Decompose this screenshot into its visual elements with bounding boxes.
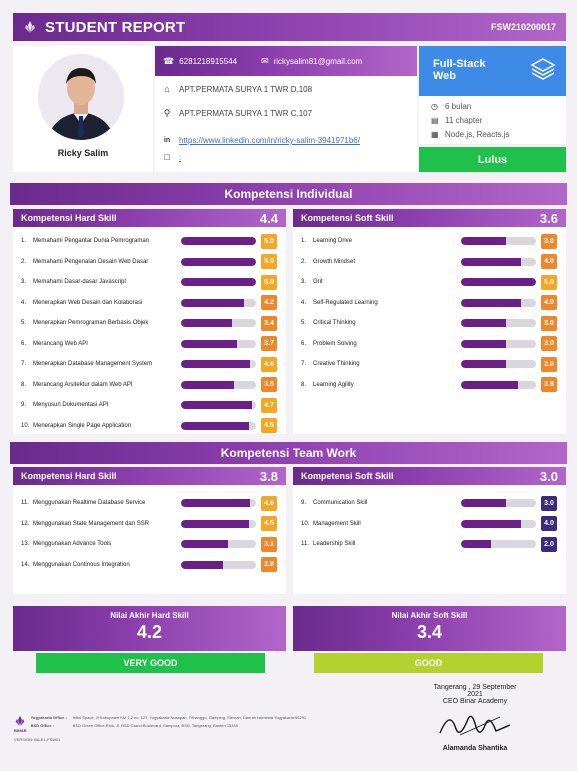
skill-number: 2. bbox=[301, 258, 307, 265]
portfolio-row bbox=[161, 152, 181, 162]
skill-score: 4.2 bbox=[261, 295, 277, 310]
skill-progress-bar bbox=[461, 340, 536, 348]
skill-label: Merancang Web API bbox=[33, 340, 88, 347]
avatar bbox=[38, 54, 124, 140]
panel-team-soft bbox=[293, 467, 566, 594]
skill-progress-fill bbox=[461, 499, 506, 507]
skill-number: 10. bbox=[301, 520, 310, 527]
skill-number: 7. bbox=[21, 361, 27, 367]
student-name: Ricky Salim bbox=[57, 148, 109, 158]
skill-number: 1. bbox=[21, 238, 27, 244]
phone-icon: ☎ bbox=[163, 55, 175, 66]
skill-row bbox=[13, 555, 286, 575]
skill-progress-bar bbox=[461, 299, 536, 307]
profile-card bbox=[13, 46, 153, 172]
skill-progress-fill bbox=[181, 258, 256, 266]
panel-individual-soft bbox=[293, 209, 566, 434]
skill-progress-bar bbox=[181, 340, 256, 348]
skill-progress-bar bbox=[181, 520, 256, 528]
skill-number: 1. bbox=[301, 238, 307, 244]
panel-head: Kompetensi Hard Skill 4.4 bbox=[13, 209, 286, 227]
skill-score: 3.0 bbox=[541, 234, 557, 249]
skill-progress-bar bbox=[181, 360, 256, 368]
skill-label: Creative Thinking bbox=[313, 361, 360, 367]
skill-number: 5. bbox=[21, 320, 27, 326]
report-header bbox=[13, 13, 566, 41]
skill-label: Menyusun Dokumentasi API bbox=[33, 402, 109, 408]
skill-row bbox=[13, 252, 286, 272]
skill-label: Management Skill bbox=[313, 520, 361, 527]
skill-score: 3.4 bbox=[261, 316, 277, 331]
skill-label: Communication Skill bbox=[313, 500, 368, 506]
skill-progress-fill bbox=[181, 561, 223, 569]
skill-progress-bar bbox=[461, 520, 536, 528]
signer-name: Alamanda Shantika bbox=[442, 745, 508, 752]
skill-progress-bar bbox=[461, 278, 536, 286]
portfolio-link[interactable]: : bbox=[179, 152, 182, 162]
linkedin-row bbox=[161, 136, 360, 145]
duration-row: ◷ 6 bulan bbox=[431, 101, 472, 111]
version: VERSION: BA-EL-FSW01 bbox=[14, 737, 61, 742]
skill-number: 3. bbox=[21, 279, 27, 285]
skill-label: Growth Mindset bbox=[313, 258, 356, 265]
skill-progress-bar bbox=[461, 381, 536, 389]
panel-head: Kompetensi Soft Skill 3.6 bbox=[293, 209, 566, 227]
skill-progress-fill bbox=[181, 278, 256, 286]
skill-progress-bar bbox=[181, 561, 256, 569]
chapter-row: ▤ 11 chapter bbox=[431, 115, 483, 125]
skill-score: 5.0 bbox=[261, 275, 277, 290]
skill-number: 3. bbox=[301, 279, 307, 285]
page-title: STUDENT REPORT bbox=[45, 18, 186, 36]
skill-number: 5. bbox=[301, 320, 307, 326]
skill-progress-fill bbox=[461, 520, 521, 528]
skill-score: 4.0 bbox=[541, 254, 557, 269]
skill-score: 3.0 bbox=[541, 496, 557, 511]
panel-head: Kompetensi Soft Skill 3.0 bbox=[293, 467, 566, 485]
skill-progress-fill bbox=[181, 540, 228, 548]
skill-row bbox=[13, 272, 286, 292]
skill-progress-fill bbox=[181, 499, 250, 507]
skill-progress-bar bbox=[181, 381, 256, 389]
binar-logo-icon bbox=[23, 20, 37, 34]
location-pin-icon: ⚲ bbox=[163, 108, 171, 118]
skill-progress-bar bbox=[181, 258, 256, 266]
skill-progress-bar bbox=[461, 499, 536, 507]
skill-row bbox=[13, 231, 286, 251]
skill-score: 3.8 bbox=[541, 377, 557, 392]
skill-score: 3.7 bbox=[261, 336, 277, 351]
document-icon: ▦ bbox=[431, 129, 439, 139]
book-icon: ▤ bbox=[431, 115, 439, 125]
skill-number: 4. bbox=[21, 299, 27, 306]
footer-logo: BINAR bbox=[14, 715, 27, 733]
skill-label: Learning Drive bbox=[313, 238, 353, 244]
skill-progress-fill bbox=[461, 319, 506, 327]
skill-progress-fill bbox=[461, 258, 521, 266]
skill-label: Menerapkan Single Page Application bbox=[33, 422, 132, 429]
skill-row bbox=[13, 293, 286, 313]
contact-bar bbox=[155, 46, 417, 76]
skill-score: 5.0 bbox=[261, 234, 277, 249]
skill-progress-bar bbox=[181, 278, 256, 286]
skill-label: Merancang Arsitektur dalam Web API bbox=[33, 381, 133, 388]
skill-number: 2. bbox=[21, 258, 27, 265]
skill-number: 13. bbox=[21, 541, 30, 547]
skill-row bbox=[13, 354, 286, 374]
skill-number: 9. bbox=[21, 402, 27, 408]
skill-progress-bar bbox=[181, 499, 256, 507]
skill-row bbox=[13, 313, 286, 333]
contact-card bbox=[155, 46, 417, 172]
skill-label: Memahami Dasar-dasar Javascript bbox=[33, 279, 127, 285]
skill-row bbox=[13, 514, 286, 534]
skill-row bbox=[293, 293, 566, 313]
skill-row bbox=[293, 375, 566, 395]
panel-score: 3.6 bbox=[539, 210, 558, 226]
skill-number: 4. bbox=[301, 299, 307, 306]
skill-label: Self-Regulated Learning bbox=[313, 299, 378, 306]
linkedin-icon: in bbox=[163, 137, 171, 144]
skill-row bbox=[13, 375, 286, 395]
status-badge: Lulus bbox=[419, 147, 566, 172]
address-row-1 bbox=[161, 84, 312, 94]
skill-row bbox=[13, 534, 286, 554]
section-team: Kompetensi Team Work bbox=[10, 442, 567, 464]
skill-label: Memahami Pengantar Dunia Pemrograman bbox=[33, 238, 150, 244]
footer-offices: BINAR Yogyakarta Office : Infini Space, Jl Kabupaten KM 1,2 no. 127, Yogyakarta Nusapan, Trihanggo, Gamping, Sleman, Daerah Istimewa Yogyakarta 55291 BSD Office : BSD Green Office Park, Jl. BSD Grand Boulevard, Sampora, BSD, Tangerang, Banten 15345 VERSION: BA-EL-FSW01 bbox=[14, 715, 314, 742]
final-soft-card: Nilai Akhir Soft Skill 3.4 bbox=[293, 606, 566, 651]
skill-label: Critical Thinking bbox=[313, 320, 356, 326]
skill-progress-fill bbox=[181, 299, 244, 307]
skill-progress-fill bbox=[181, 401, 252, 409]
skill-progress-bar bbox=[461, 360, 536, 368]
skill-label: Problem Solving bbox=[313, 340, 357, 347]
skill-row bbox=[293, 231, 566, 251]
program-title: Full-Stack Web bbox=[433, 58, 486, 82]
skill-score: 3.0 bbox=[541, 357, 557, 372]
skill-label: Menggunakan Continous Integration bbox=[33, 561, 130, 568]
skill-number: 8. bbox=[301, 381, 307, 388]
panel-score: 3.0 bbox=[539, 468, 558, 484]
skill-row bbox=[13, 416, 286, 436]
skill-number: 6. bbox=[301, 340, 307, 347]
layers-icon bbox=[530, 56, 556, 82]
skill-progress-bar bbox=[181, 540, 256, 548]
clock-icon: ◷ bbox=[431, 101, 438, 111]
skill-progress-bar bbox=[461, 258, 536, 266]
skill-label: Menerapkan Pemrograman Berbasis Objek bbox=[33, 320, 149, 326]
skill-label: Leadership Skill bbox=[313, 541, 356, 547]
phone-number: 6281218915544 bbox=[179, 56, 238, 66]
skill-score: 3.5 bbox=[261, 377, 277, 392]
skill-score: 4.0 bbox=[541, 516, 557, 531]
skill-row bbox=[293, 313, 566, 333]
skill-number: 9. bbox=[301, 500, 307, 506]
skill-progress-bar bbox=[461, 319, 536, 327]
skill-score: 5.0 bbox=[541, 275, 557, 290]
panel-individual-hard bbox=[13, 209, 286, 434]
hard-grade-badge: VERY GOOD bbox=[36, 653, 265, 673]
skill-number: 14. bbox=[21, 561, 30, 568]
address-1: APT.PERMATA SURYA 1 TWR D.108 bbox=[179, 84, 313, 94]
panel-score: 3.8 bbox=[259, 468, 278, 484]
skill-score: 2.0 bbox=[541, 537, 557, 552]
skill-progress-fill bbox=[181, 422, 249, 430]
skill-row bbox=[293, 493, 566, 513]
section-individual: Kompetensi Individual bbox=[10, 183, 567, 205]
program-card bbox=[419, 46, 566, 96]
skill-progress-bar bbox=[181, 422, 256, 430]
skill-number: 8. bbox=[21, 381, 27, 388]
binar-logo-icon bbox=[14, 715, 26, 727]
skill-number: 7. bbox=[301, 361, 307, 367]
skill-number: 12. bbox=[21, 520, 30, 527]
skill-number: 11. bbox=[301, 541, 309, 547]
skill-row bbox=[293, 534, 566, 554]
address-2: APT.PERMATA SURYA 1 TWR C.107 bbox=[179, 109, 313, 118]
skill-progress-fill bbox=[181, 360, 250, 368]
skill-number: 6. bbox=[21, 340, 27, 347]
skill-progress-bar bbox=[181, 237, 256, 245]
skill-progress-fill bbox=[461, 278, 536, 286]
skill-row bbox=[13, 395, 286, 415]
final-soft-value: 3.4 bbox=[416, 622, 443, 642]
skill-score: 3.0 bbox=[541, 316, 557, 331]
email-address: rickysalim81@gmail.com bbox=[273, 56, 363, 66]
tech-row: ▦ Node.js, Reacts.js bbox=[431, 129, 510, 139]
skill-progress-fill bbox=[181, 381, 234, 389]
skill-row bbox=[293, 354, 566, 374]
student-code: FSW210200017 bbox=[490, 22, 556, 32]
linkedin-link[interactable]: https://www.linkedin.com/in/ricky-salim-3941971b6/ bbox=[179, 136, 360, 145]
skill-row bbox=[13, 493, 286, 513]
skill-number: 11. bbox=[21, 500, 29, 506]
panel-head: Kompetensi Hard Skill 3.8 bbox=[13, 467, 286, 485]
skill-score: 3.0 bbox=[541, 336, 557, 351]
signature-image bbox=[430, 705, 520, 743]
skill-progress-bar bbox=[181, 319, 256, 327]
program-info bbox=[419, 96, 566, 144]
skill-progress-fill bbox=[181, 340, 237, 348]
skill-number: 10. bbox=[21, 422, 30, 429]
skill-row bbox=[293, 514, 566, 534]
skill-score: 4.7 bbox=[261, 398, 277, 413]
skill-label: Learning Agility bbox=[313, 381, 354, 388]
home-icon: ⌂ bbox=[164, 84, 170, 94]
skill-score: 2.8 bbox=[261, 557, 277, 572]
skill-label: Menggunakan Realtime Database Service bbox=[33, 500, 146, 506]
skill-progress-fill bbox=[181, 520, 249, 528]
signature-block: Tangerang , 29 September 2021 CEO Binar Academy Alamanda Shantika bbox=[400, 684, 550, 752]
skill-row bbox=[293, 334, 566, 354]
soft-grade-badge: GOOD bbox=[314, 653, 543, 673]
skill-progress-fill bbox=[181, 319, 232, 327]
skill-label: Menerapkan Web Desain dan Kolaborasi bbox=[33, 299, 143, 306]
skill-progress-bar bbox=[461, 540, 536, 548]
skill-progress-fill bbox=[461, 299, 521, 307]
skill-score: 4.5 bbox=[261, 516, 277, 531]
panel-score: 4.4 bbox=[259, 210, 278, 226]
skill-row bbox=[13, 334, 286, 354]
skill-row bbox=[293, 272, 566, 292]
skill-label: Menggunakan Advance Tools bbox=[33, 541, 112, 547]
skill-label: Menggunakan State Management dan SSR bbox=[33, 520, 150, 527]
skill-progress-bar bbox=[461, 237, 536, 245]
skill-progress-fill bbox=[461, 381, 518, 389]
skill-progress-bar bbox=[181, 401, 256, 409]
skill-score: 3.1 bbox=[261, 537, 277, 552]
folder-icon: □ bbox=[164, 152, 170, 162]
address-row-2 bbox=[161, 108, 312, 119]
panel-team-hard bbox=[13, 467, 286, 594]
skill-progress-fill bbox=[461, 540, 491, 548]
skill-label: Menerapkan Database Management System bbox=[33, 361, 153, 367]
skill-progress-fill bbox=[181, 237, 256, 245]
email-icon: ✉ bbox=[261, 55, 269, 66]
skill-row bbox=[293, 252, 566, 272]
skill-score: 4.0 bbox=[541, 295, 557, 310]
skill-score: 4.5 bbox=[261, 418, 277, 433]
skill-progress-bar bbox=[181, 299, 256, 307]
final-hard-value: 4.2 bbox=[136, 622, 163, 642]
skill-score: 5.0 bbox=[261, 254, 277, 269]
skill-label: Grit bbox=[313, 279, 323, 285]
skill-label: Memahami Pengenalan Desain Web Dasar bbox=[33, 258, 149, 265]
skill-score: 4.6 bbox=[261, 496, 277, 511]
skill-progress-fill bbox=[461, 360, 506, 368]
skill-progress-fill bbox=[461, 340, 506, 348]
skill-score: 4.6 bbox=[261, 357, 277, 372]
final-hard-card: Nilai Akhir Hard Skill 4.2 bbox=[13, 606, 286, 651]
skill-progress-fill bbox=[461, 237, 506, 245]
